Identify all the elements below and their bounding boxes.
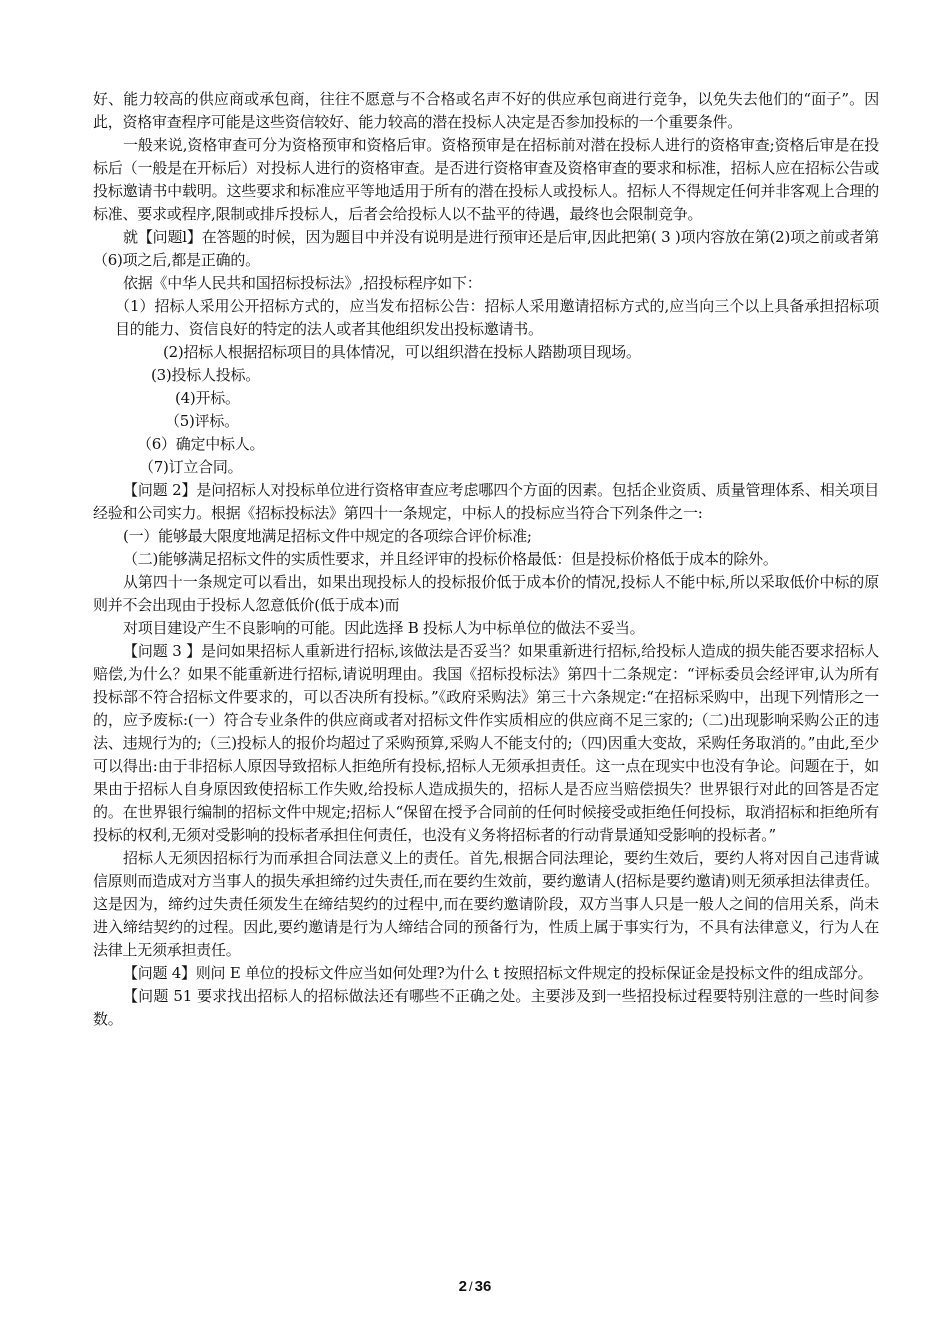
page-number bbox=[0, 1278, 950, 1295]
list-item-step-4: (4)开标。 bbox=[175, 389, 240, 407]
paragraph-question-3: 【问题 3 】是问如果招标人重新进行招标,该做法是否妥当？如果重新进行招标,给投标人造成的损失能否要求招标人赔偿,为什么？如果不能重新进行招标,请说明理由。我国《招标投标法》第四十二条规定：“评标委员会经评审,认为所有投标部不符合招标文件要求的，可以否决所有投标。”《政府采购法》第三十六条规定:“在招标采购中，出现下列情形之一的，应予废标:(一）符合专业条件的供应商或者对招标文件作实质相应的供应商不足三家的;（二)出现影响采购公正的违法、违规行为的;（三)投标人的报价均超过了采购预算,采购人不能支付的;（四)因重大变故，采购任务取消的。”由此,至少可以得出:由于非招标人原因导致招标人拒绝所有投标,招标人无须承担责任。这一点在现实中也没有争论。问题在于，如果由于招标人自身原因致使招标工作失败,给投标人造成损失的，招标人是否应当赔偿损失？世界银行对此的回答是否定的。在世界银行编制的招标文件中规定;招标人“保留在授予合同前的任何时候接受或拒绝任何投标，取消招标和拒绝所有投标的权利,无须对受影响的投标者承担住何责任，也没有义务将招标者的行动背景通知受影响的投标者。” bbox=[93, 642, 879, 844]
paragraph-question-1: 就【问题l】在答题的时候，因为题目中并没有说明是进行预审还是后审,因此把第( 3 )项内容放在第(2)项之前或者第（6)项之后,都是正确的。 bbox=[93, 228, 879, 269]
list-item-condition-1: (一）能够最大限度地满足招标文件中规定的各项综合评价标准; bbox=[123, 527, 532, 545]
list-item-step-2: (2)招标人根据招标项目的具体情况，可以组织潜在投标人踏勘项目现场。 bbox=[163, 343, 641, 361]
list-item-step-5: （5)评标。 bbox=[165, 412, 239, 430]
paragraph-contract-law: 招标人无须因招标行为而承担合同法意义上的责任。首先,根据合同法理论，要约生效后，要约人将对因自己违背诚信原则而造成对方当事人的损失承担缔约过失责任,而在要约生效前，要约邀请人(招标是要约邀请)则无须承担法律责任。这是因为，缔约过失责任须发生在缔结契约的过程中,而在要约邀请阶段，双方当事人只是一般人之间的信用关系，尚未进入缔结契约的过程。因此,要约邀请是行为人缔结合同的预备行为，性质上属于事实行为，不具有法律意义，行为人在法律上无须承担责任。 bbox=[93, 849, 879, 959]
list-item-step-6: （6）确定中标人。 bbox=[137, 435, 265, 453]
paragraph-prequalification: 一般来说,资格审查可分为资格预审和资格后审。资格预审是在招标前对潜在投标人进行的资格审查;资格后审是在投标后（一般是在开标后）对投标人进行的资格审查。是否进行资格审查及资格审查的要求和标准，招标人应在招标公告或投标邀请书中载明。这些要求和标准应平等地适用于所有的潜在投标人或投标人。招标人不得规定任何并非客观上合理的标准、要求或程序,限制或排斥投标人，后者会给投标人以不盐平的待遇，最终也会限制竞争。 bbox=[93, 136, 879, 223]
paragraph-qualification-intro: 好、能力较高的供应商或承包商，往往不愿意与不合格或名声不好的供应承包商进行竞争，以免失去他们的“面子”。因此，资格审查程序可能是这些资信较好、能力较高的潜在投标人决定是否参加投标的一个重要条件。 bbox=[93, 90, 879, 131]
current-page: 2 bbox=[458, 1278, 468, 1295]
list-item-condition-2: （二)能够满足招标文件的实质性要求，并且经评审的投标价格最低：但是投标价格低于成本的除外。 bbox=[123, 550, 778, 568]
paragraph-procedure-intro: 依据《中华人民共和国招标投标法》,招投标程序如下： bbox=[123, 274, 482, 292]
list-item-step-7: （7)订立合同。 bbox=[139, 458, 243, 476]
paragraph-article-41-analysis: 从第四十一条规定可以看出，如果出现投标人的投标报价低于成本价的情况,投标人不能中标,所以采取低价中标的原则并不会出现由于投标人忽意低价(低于成本)而 bbox=[93, 573, 879, 614]
paragraph-question-2: 【问题 2】是问招标人对投标单位进行资格审查应考虑哪四个方面的因素。包括企业资质、质量管理体系、相关项目经验和公司实力。根据《招标投标法》第四十一条规定，中标人的投标应当符合下列条件之一: bbox=[93, 481, 879, 522]
page-separator: / bbox=[469, 1279, 473, 1294]
paragraph-question-4: 【问题 4】则问 E 单位的投标文件应当如何处理?为什么 t 按照招标文件规定的投标保证金是投标文件的组成部分。 bbox=[123, 964, 873, 982]
total-pages: 36 bbox=[474, 1278, 492, 1295]
list-item-step-1: （1）招标人采用公开招标方式的，应当发布招标公告：招标人采用邀请招标方式的,应当向三个以上具备承担招标项目的能力、资信良好的特定的法人或者其他组织发出投标邀请书。 bbox=[115, 297, 879, 338]
paragraph-question-5: 【问题 51 要求找出招标人的招标做法还有哪些不正确之处。主要涉及到一些招投标过程要特别注意的一些时间参数。 bbox=[93, 987, 879, 1028]
paragraph-conclusion-b: 对项目建设产生不良影响的可能。因此选择 B 投标人为中标单位的做法不妥当。 bbox=[123, 619, 645, 637]
document-body bbox=[93, 88, 879, 1031]
list-item-step-3: (3)投标人投标。 bbox=[151, 366, 260, 384]
